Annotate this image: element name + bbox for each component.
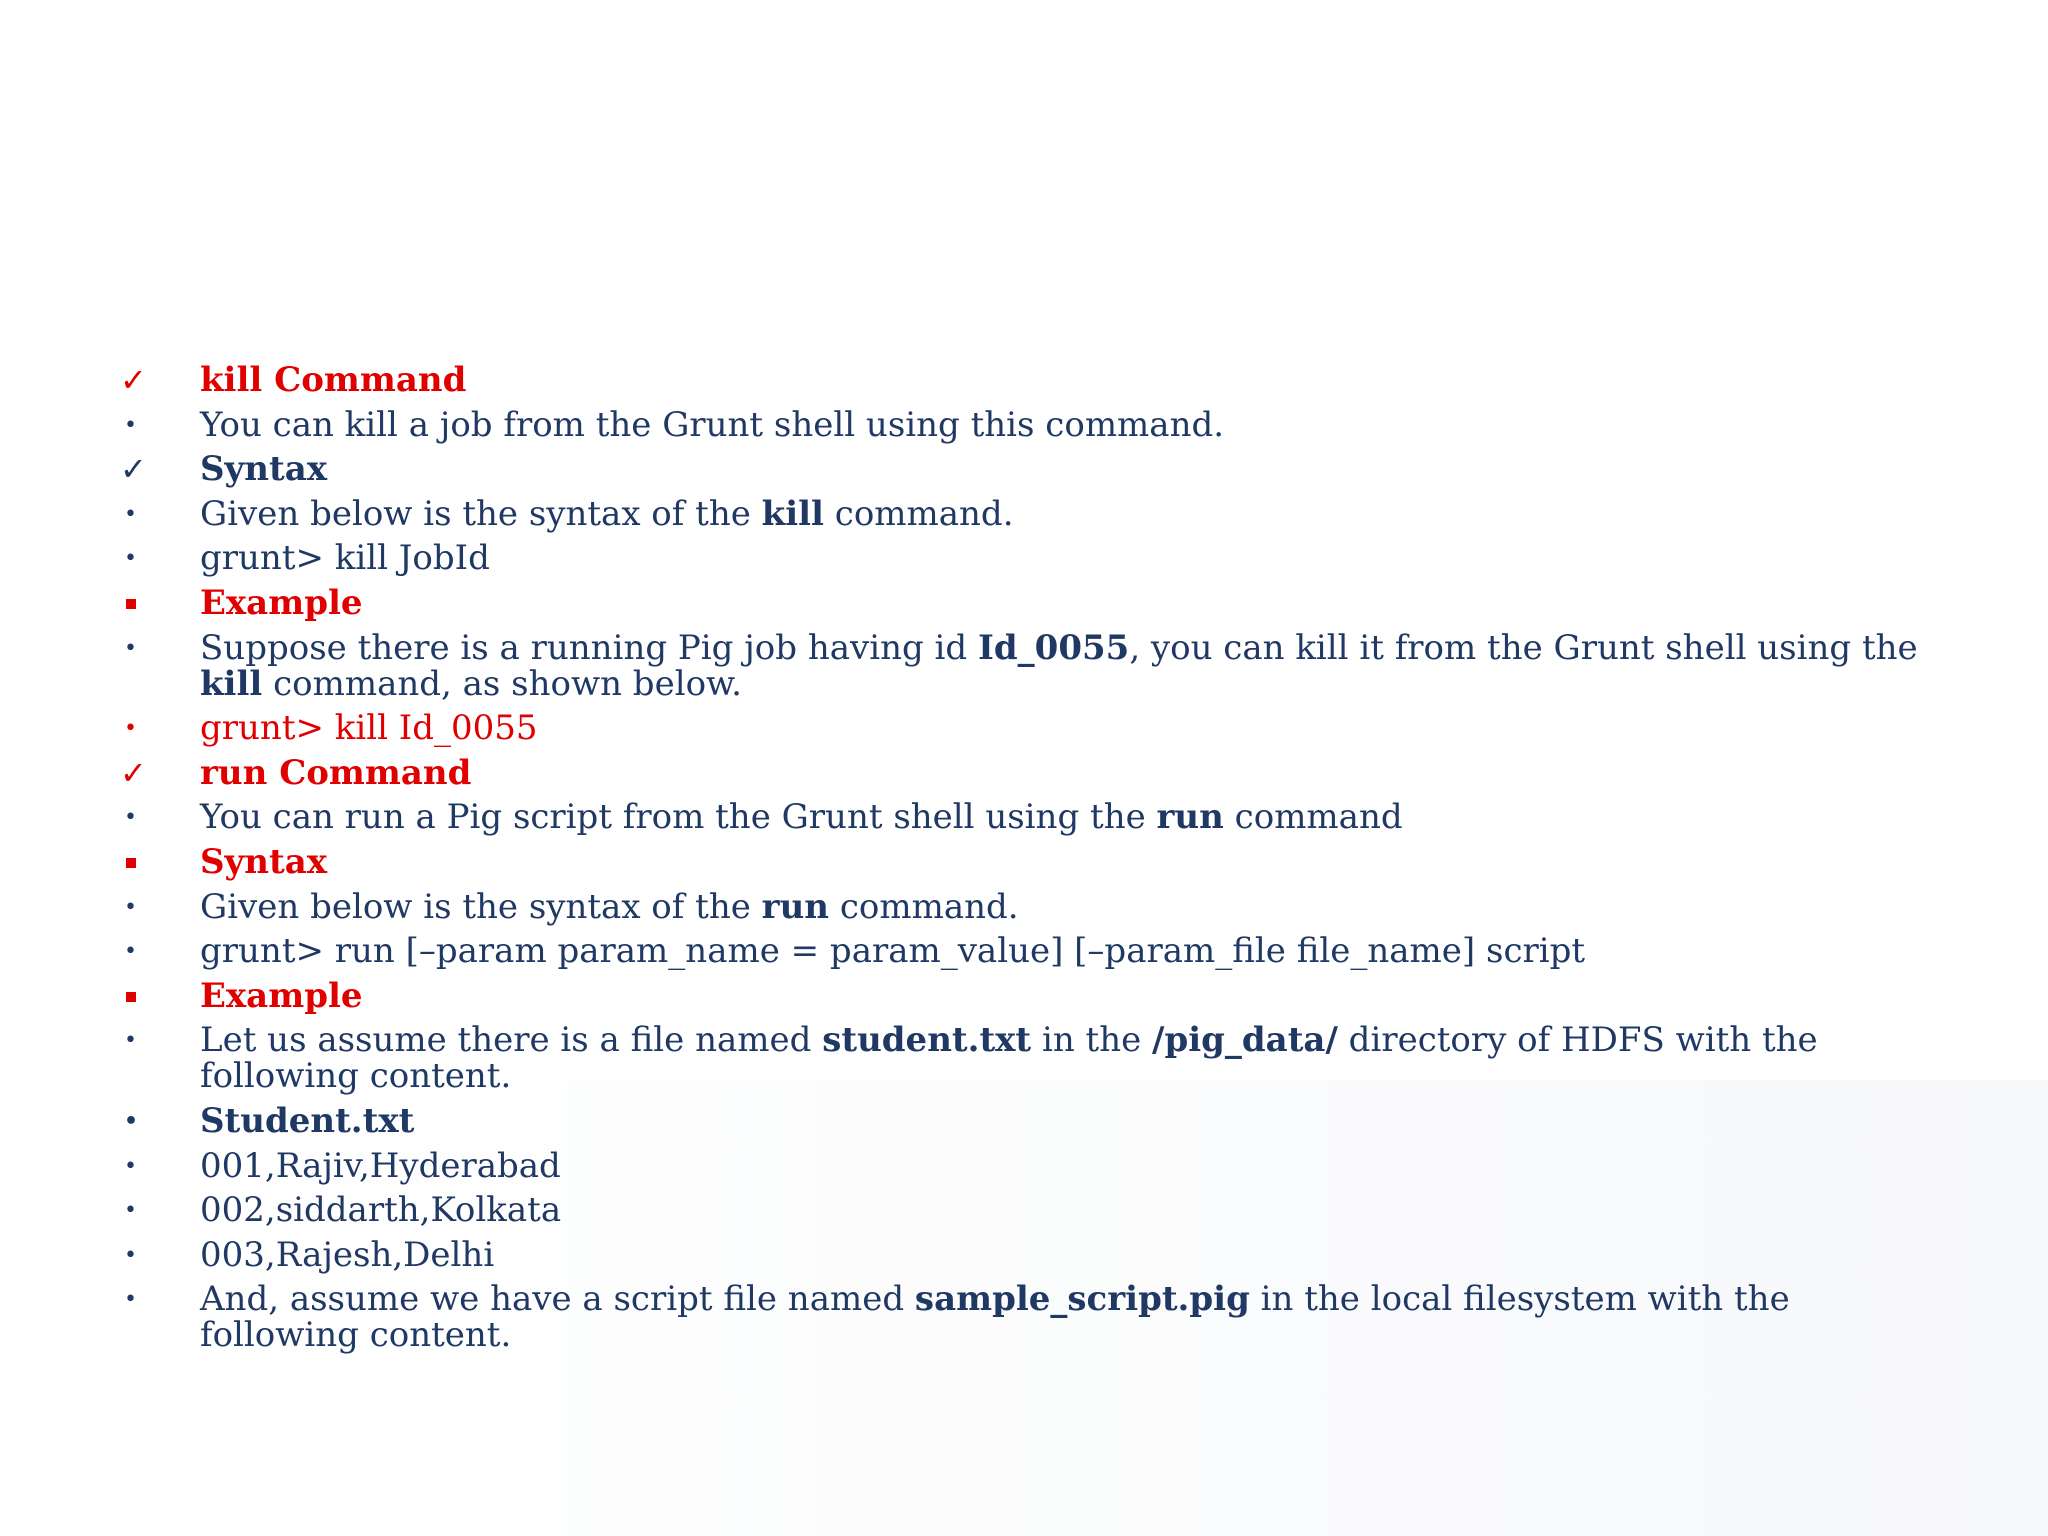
keyword: kill — [200, 663, 263, 704]
bullet-icon: • — [124, 412, 137, 438]
keyword: sample_script.pig — [914, 1279, 1250, 1320]
heading-text: kill Command — [200, 360, 467, 400]
list-item — [120, 1145, 1950, 1186]
list-item — [120, 1190, 1950, 1231]
square-bullet-icon — [126, 599, 136, 609]
heading-syntax — [120, 449, 1950, 490]
heading-text: run Command — [200, 752, 472, 793]
bullet-icon: • — [124, 805, 137, 831]
heading-example — [120, 975, 1950, 1016]
square-bullet-icon — [126, 992, 136, 1002]
list-item — [120, 886, 1950, 927]
bullet-icon: • — [124, 1198, 137, 1224]
list-item — [120, 1279, 1950, 1356]
heading-text: Example — [200, 975, 363, 1016]
checkmark-icon: ✓ — [120, 753, 147, 792]
list-item — [120, 708, 1950, 749]
keyword: run — [761, 886, 830, 927]
list-item — [120, 1234, 1950, 1275]
keyword: run — [1156, 797, 1224, 838]
checkmark-icon: ✓ — [120, 361, 147, 399]
bullet-icon: • — [124, 1287, 137, 1313]
list-item — [120, 797, 1950, 838]
file-name: Student.txt — [200, 1100, 415, 1141]
list-item-text: directory of HDFS with the following content. — [200, 1020, 1818, 1097]
code-line: grunt> run [–param param_name = param_value] [–param_file file_name] script — [200, 931, 1586, 972]
bullet-icon: • — [124, 501, 137, 527]
bullet-icon: • — [124, 635, 137, 661]
bullet-icon: • — [124, 894, 137, 920]
square-bullet-icon — [126, 858, 136, 868]
checkmark-icon: ✓ — [120, 450, 147, 489]
heading-text: Syntax — [200, 449, 328, 490]
list-item — [120, 538, 1950, 579]
list-item — [120, 1100, 1950, 1141]
list-item-text: Given below is the syntax of the — [200, 886, 762, 927]
list-item — [120, 493, 1950, 534]
bullet-icon: • — [124, 716, 137, 742]
data-line: 002,siddarth,Kolkata — [200, 1190, 562, 1231]
list-item-text: , you can kill it from the Grunt shell using the — [1129, 627, 1918, 668]
heading-text: Syntax — [200, 841, 328, 882]
bullet-icon: • — [124, 1242, 137, 1268]
data-line: 001,Rajiv,Hyderabad — [200, 1145, 561, 1186]
bullet-icon: • — [124, 1108, 139, 1134]
list-item-text: And, assume we have a script file named — [200, 1279, 915, 1320]
bullet-icon: • — [124, 939, 137, 965]
keyword: /pig_data/ — [1152, 1020, 1338, 1061]
heading-kill-command — [120, 362, 1950, 398]
list-item-text: Suppose there is a running Pig job having id — [200, 627, 978, 668]
list-item — [120, 931, 1950, 972]
code-line: grunt> kill Id_0055 — [200, 708, 538, 749]
keyword: student.txt — [822, 1020, 1032, 1061]
bullet-icon: • — [124, 1028, 137, 1054]
heading-example — [120, 582, 1950, 623]
slide-content — [120, 362, 1950, 1362]
list-item-text: Let us assume there is a file named — [200, 1020, 823, 1061]
keyword: Id_0055 — [978, 627, 1130, 668]
list-item-text: command. — [823, 493, 1014, 534]
bullet-icon: • — [124, 1153, 137, 1179]
code-line: grunt> kill JobId — [200, 538, 490, 579]
data-line: 003,Rajesh,Delhi — [200, 1234, 495, 1275]
bullet-icon: • — [124, 546, 137, 572]
list-item-text: command. — [829, 886, 1019, 927]
list-item-text: You can kill a job from the Grunt shell using this command. — [200, 404, 1225, 445]
list-item-text: You can run a Pig script from the Grunt shell using the — [200, 797, 1157, 838]
list-item-text: in the — [1031, 1020, 1153, 1061]
list-item-text: command, as shown below. — [262, 663, 742, 704]
heading-run-command — [120, 752, 1950, 793]
list-item-text: in the local filesystem with the following content. — [200, 1279, 1790, 1356]
keyword: kill — [761, 493, 824, 534]
heading-text: Example — [200, 582, 363, 623]
heading-syntax — [120, 841, 1950, 882]
list-item-text: Given below is the syntax of the — [200, 493, 762, 534]
list-item-text: command — [1223, 797, 1403, 838]
list-item — [120, 627, 1950, 704]
list-item — [120, 1020, 1950, 1097]
list-item — [120, 404, 1950, 445]
